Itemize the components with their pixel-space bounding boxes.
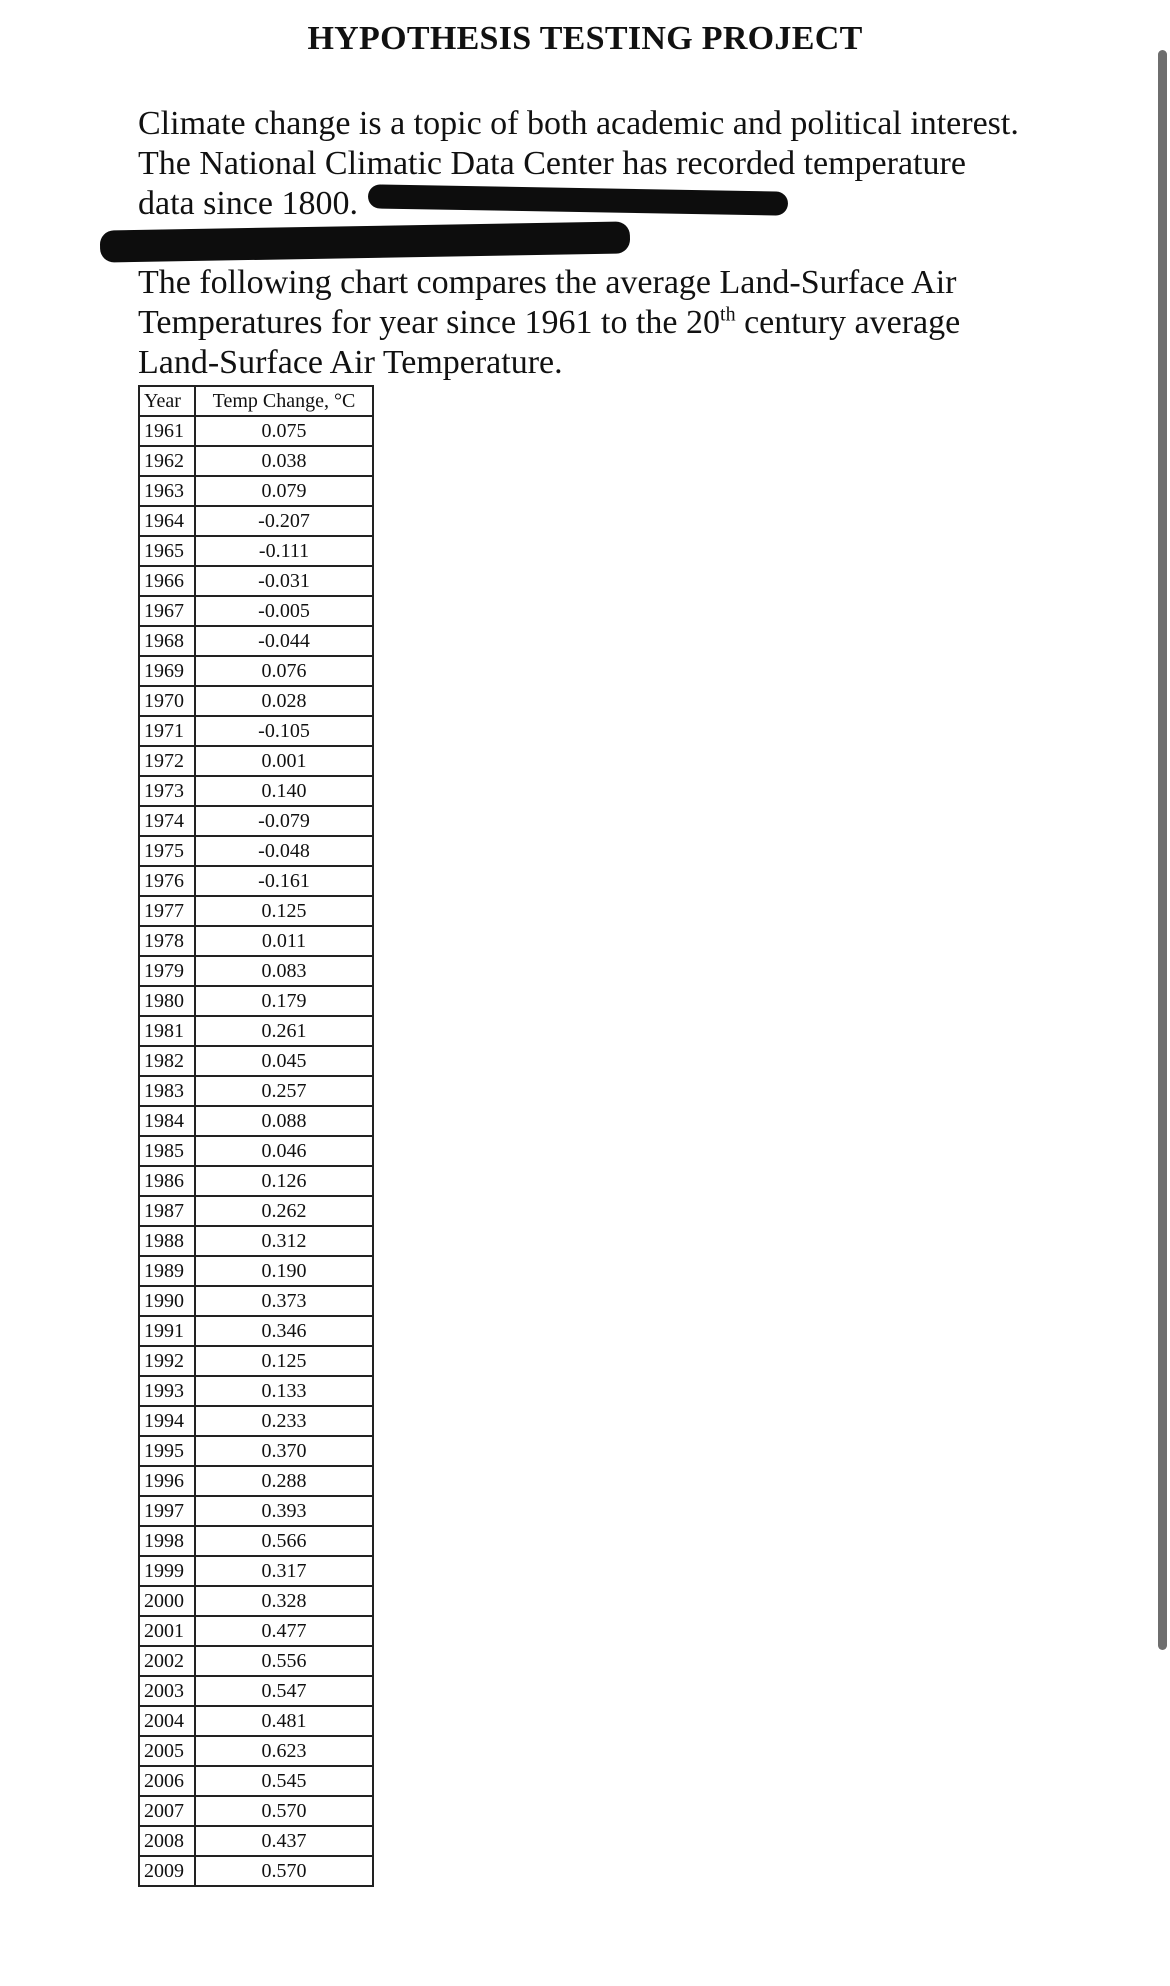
year-cell: 1994	[139, 1406, 195, 1436]
table-row	[139, 1136, 373, 1166]
temp-change-cell: 0.233	[195, 1406, 373, 1436]
temp-change-cell: -0.079	[195, 806, 373, 836]
comparison-text-start: The following chart compares the average Land-Surface Air Temperatures for year since 1961 to the 20	[138, 264, 957, 341]
temp-change-cell: -0.044	[195, 626, 373, 656]
table-row	[139, 1526, 373, 1556]
ordinal-suffix: th	[720, 303, 736, 326]
temp-change-cell: 0.179	[195, 986, 373, 1016]
year-cell: 2008	[139, 1826, 195, 1856]
table-row	[139, 866, 373, 896]
year-cell: 1965	[139, 536, 195, 566]
table-row	[139, 1166, 373, 1196]
year-cell: 1964	[139, 506, 195, 536]
temperature-table	[138, 385, 374, 1887]
year-cell: 1983	[139, 1076, 195, 1106]
table-row	[139, 1226, 373, 1256]
table-row	[139, 1586, 373, 1616]
table-row	[139, 1676, 373, 1706]
table-row	[139, 1286, 373, 1316]
temp-change-cell: 0.328	[195, 1586, 373, 1616]
temp-change-cell: 0.393	[195, 1496, 373, 1526]
temp-change-cell: -0.161	[195, 866, 373, 896]
year-cell: 1975	[139, 836, 195, 866]
temp-change-cell: 0.623	[195, 1736, 373, 1766]
table-body	[139, 416, 373, 1886]
table-row	[139, 716, 373, 746]
intro-line-2: The National Climatic Data Center has recorded temperature	[138, 145, 966, 182]
temp-change-cell: -0.207	[195, 506, 373, 536]
year-cell: 1962	[139, 446, 195, 476]
temp-change-cell: 0.437	[195, 1826, 373, 1856]
year-cell: 1978	[139, 926, 195, 956]
table-row	[139, 686, 373, 716]
year-cell: 1997	[139, 1496, 195, 1526]
year-cell: 1985	[139, 1136, 195, 1166]
header-year: Year	[139, 386, 195, 416]
year-cell: 1974	[139, 806, 195, 836]
temp-change-cell: 0.079	[195, 476, 373, 506]
year-cell: 1987	[139, 1196, 195, 1226]
table-row	[139, 896, 373, 926]
table-row	[139, 1196, 373, 1226]
temp-change-cell: 0.028	[195, 686, 373, 716]
year-cell: 2002	[139, 1646, 195, 1676]
year-cell: 1980	[139, 986, 195, 1016]
table-row	[139, 836, 373, 866]
redaction-mark-2	[100, 221, 630, 262]
table-row	[139, 926, 373, 956]
year-cell: 1982	[139, 1046, 195, 1076]
intro-line-3: data since 1800.	[138, 185, 358, 222]
year-cell: 1966	[139, 566, 195, 596]
temp-change-cell: 0.140	[195, 776, 373, 806]
year-cell: 1971	[139, 716, 195, 746]
temp-change-cell: 0.312	[195, 1226, 373, 1256]
temp-change-cell: 0.288	[195, 1466, 373, 1496]
year-cell: 1995	[139, 1436, 195, 1466]
year-cell: 1984	[139, 1106, 195, 1136]
temp-change-cell: 0.126	[195, 1166, 373, 1196]
temp-change-cell: 0.257	[195, 1076, 373, 1106]
temp-change-cell: 0.075	[195, 416, 373, 446]
temp-change-cell: -0.111	[195, 536, 373, 566]
table-row	[139, 746, 373, 776]
table-row	[139, 596, 373, 626]
year-cell: 2000	[139, 1586, 195, 1616]
year-cell: 1981	[139, 1016, 195, 1046]
year-cell: 1999	[139, 1556, 195, 1586]
table-row	[139, 1466, 373, 1496]
temp-change-cell: 0.083	[195, 956, 373, 986]
year-cell: 2004	[139, 1706, 195, 1736]
table-row	[139, 566, 373, 596]
temp-change-cell: 0.317	[195, 1556, 373, 1586]
intro-line-1: Climate change is a topic of both academic and political interest.	[138, 105, 1019, 142]
table-row	[139, 626, 373, 656]
year-cell: 2001	[139, 1616, 195, 1646]
table-row	[139, 1856, 373, 1886]
year-cell: 2003	[139, 1676, 195, 1706]
temp-change-cell: 0.076	[195, 656, 373, 686]
year-cell: 1998	[139, 1526, 195, 1556]
table-row	[139, 1346, 373, 1376]
temp-change-cell: 0.556	[195, 1646, 373, 1676]
temp-change-cell: 0.481	[195, 1706, 373, 1736]
year-cell: 1973	[139, 776, 195, 806]
year-cell: 1963	[139, 476, 195, 506]
year-cell: 1992	[139, 1346, 195, 1376]
table-row	[139, 1376, 373, 1406]
temp-change-cell: 0.190	[195, 1256, 373, 1286]
table-row	[139, 1766, 373, 1796]
temperature-table-container	[138, 385, 374, 1887]
temp-change-cell: 0.125	[195, 1346, 373, 1376]
table-row	[139, 476, 373, 506]
table-row	[139, 986, 373, 1016]
year-cell: 2006	[139, 1766, 195, 1796]
temp-change-cell: 0.045	[195, 1046, 373, 1076]
year-cell: 1991	[139, 1316, 195, 1346]
year-cell: 2007	[139, 1796, 195, 1826]
comparison-paragraph	[138, 263, 1038, 383]
year-cell: 2009	[139, 1856, 195, 1886]
year-cell: 1989	[139, 1256, 195, 1286]
table-header-row	[139, 386, 373, 416]
temp-change-cell: 0.088	[195, 1106, 373, 1136]
table-row	[139, 776, 373, 806]
temp-change-cell: 0.125	[195, 896, 373, 926]
table-row	[139, 1406, 373, 1436]
table-row	[139, 1706, 373, 1736]
year-cell: 1976	[139, 866, 195, 896]
temp-change-cell: 0.566	[195, 1526, 373, 1556]
table-row	[139, 1046, 373, 1076]
year-cell: 1968	[139, 626, 195, 656]
table-row	[139, 1826, 373, 1856]
year-cell: 1970	[139, 686, 195, 716]
table-row	[139, 806, 373, 836]
year-cell: 2005	[139, 1736, 195, 1766]
table-row	[139, 656, 373, 686]
temp-change-cell: -0.005	[195, 596, 373, 626]
temp-change-cell: 0.547	[195, 1676, 373, 1706]
year-cell: 1979	[139, 956, 195, 986]
temp-change-cell: 0.262	[195, 1196, 373, 1226]
table-row	[139, 1616, 373, 1646]
table-row	[139, 1796, 373, 1826]
temp-change-cell: 0.001	[195, 746, 373, 776]
temp-change-cell: 0.477	[195, 1616, 373, 1646]
year-cell: 1986	[139, 1166, 195, 1196]
table-row	[139, 1076, 373, 1106]
temp-change-cell: 0.570	[195, 1796, 373, 1826]
temp-change-cell: 0.046	[195, 1136, 373, 1166]
temp-change-cell: 0.545	[195, 1766, 373, 1796]
year-cell: 1988	[139, 1226, 195, 1256]
year-cell: 1961	[139, 416, 195, 446]
temp-change-cell: 0.570	[195, 1856, 373, 1886]
table-row	[139, 1016, 373, 1046]
year-cell: 1990	[139, 1286, 195, 1316]
table-row	[139, 1436, 373, 1466]
year-cell: 1972	[139, 746, 195, 776]
temp-change-cell: -0.048	[195, 836, 373, 866]
table-row	[139, 506, 373, 536]
table-row	[139, 1106, 373, 1136]
table-row	[139, 1256, 373, 1286]
temp-change-cell: -0.105	[195, 716, 373, 746]
table-row	[139, 1496, 373, 1526]
page-title: HYPOTHESIS TESTING PROJECT	[307, 20, 863, 57]
year-cell: 1969	[139, 656, 195, 686]
temp-change-cell: 0.133	[195, 1376, 373, 1406]
temp-change-cell: 0.370	[195, 1436, 373, 1466]
table-row	[139, 1316, 373, 1346]
table-row	[139, 1646, 373, 1676]
comparison-text-end: century average Land-Surface Air Temperature.	[138, 304, 961, 381]
temp-change-cell: 0.373	[195, 1286, 373, 1316]
table-row	[139, 1556, 373, 1586]
temp-change-cell: 0.011	[195, 926, 373, 956]
temp-change-cell: 0.038	[195, 446, 373, 476]
year-cell: 1993	[139, 1376, 195, 1406]
table-row	[139, 956, 373, 986]
year-cell: 1967	[139, 596, 195, 626]
temp-change-cell: 0.261	[195, 1016, 373, 1046]
year-cell: 1977	[139, 896, 195, 926]
year-cell: 1996	[139, 1466, 195, 1496]
table-row	[139, 1736, 373, 1766]
scrollbar[interactable]	[1158, 50, 1167, 1650]
table-row	[139, 446, 373, 476]
header-temp-change: Temp Change, °C	[195, 386, 373, 416]
temp-change-cell: -0.031	[195, 566, 373, 596]
temp-change-cell: 0.346	[195, 1316, 373, 1346]
table-row	[139, 536, 373, 566]
table-row	[139, 416, 373, 446]
